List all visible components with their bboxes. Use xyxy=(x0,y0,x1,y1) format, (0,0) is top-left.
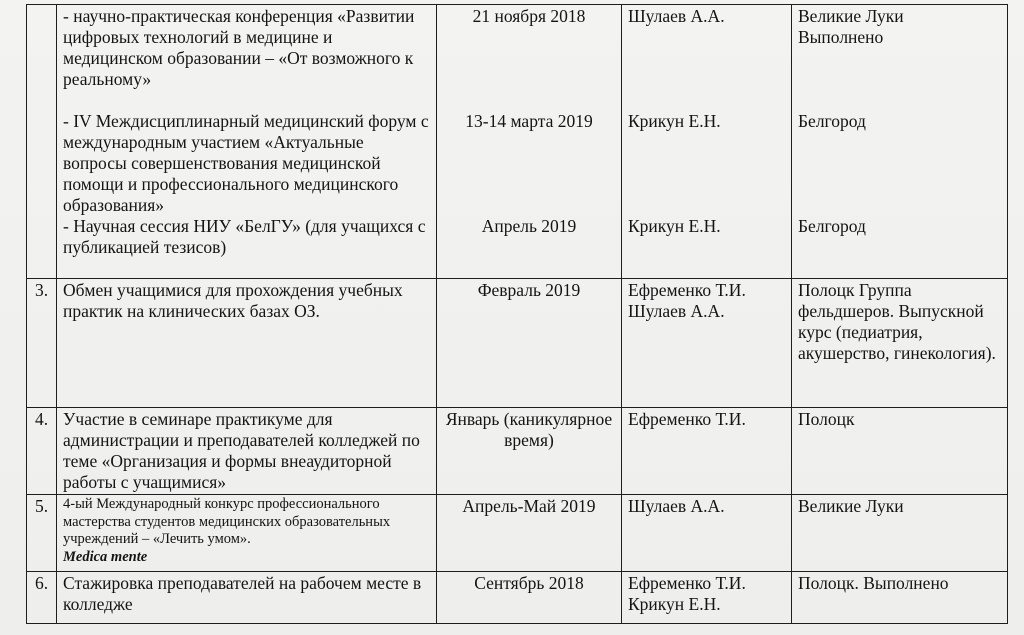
place-text: Белгород xyxy=(798,216,866,236)
event-text: - научно-практическая конференция «Развитии цифровых технологий в медицине и медицинском образовании – «От возможного к реальному» xyxy=(63,6,415,89)
row-number: 5. xyxy=(27,495,57,572)
date-text: 13-14 марта 2019 xyxy=(465,111,593,131)
event-cell: Обмен учащимися для прохождения учебных практик на клинических базах ОЗ. xyxy=(57,279,437,408)
place-cell: Полоцк. Выполнено xyxy=(792,572,1008,624)
table-row xyxy=(27,572,1008,624)
events-table xyxy=(26,4,1008,624)
responsible-text: Ефременко Т.И. xyxy=(628,280,746,300)
table-row xyxy=(27,495,1008,572)
date-text: Апрель 2019 xyxy=(481,216,577,236)
responsible-cell xyxy=(622,572,792,624)
responsible-text: Шулаев А.А. xyxy=(628,496,725,516)
responsible-text: Крикун Е.Н. xyxy=(628,594,721,614)
responsible-text: Крикун Е.Н. xyxy=(628,111,721,131)
row-number: 4. xyxy=(27,408,57,495)
event-cell: Стажировка преподавателей на рабочем месте в колледже xyxy=(57,572,437,624)
date-cell: Февраль 2019 xyxy=(437,279,622,408)
row-number xyxy=(27,5,57,279)
row-number: 3. xyxy=(27,279,57,408)
place-text: Великие Луки xyxy=(798,6,904,26)
date-cell: Январь (каникулярное время) xyxy=(437,408,622,495)
responsible-text: Ефременко Т.И. xyxy=(628,409,746,429)
date-text: 21 ноября 2018 xyxy=(472,6,586,26)
date-cell: Апрель-Май 2019 xyxy=(437,495,622,572)
place-cell: Полоцк xyxy=(792,408,1008,495)
date-cell xyxy=(437,5,622,279)
event-emphasis: Medica mente xyxy=(63,548,148,565)
event-text: 4-ый Международный конкурс профессионального мастерства студентов медицинских образовательных учреждений – «Лечить умом». xyxy=(63,496,391,547)
table-row xyxy=(27,5,1008,279)
responsible-cell xyxy=(622,5,792,279)
responsible-cell xyxy=(622,408,792,495)
responsible-cell xyxy=(622,279,792,408)
place-text: Белгород xyxy=(798,111,866,131)
row-number: 6. xyxy=(27,572,57,624)
responsible-cell xyxy=(622,495,792,572)
event-text: - IV Междисциплинарный медицинский форум с международным участием «Актуальные вопросы совершенствования медицинской помощи и профессионального медицинского образования» xyxy=(63,111,429,215)
place-cell: Великие Луки xyxy=(792,495,1008,572)
table-row xyxy=(27,408,1008,495)
place-cell: Полоцк Группа фельдшеров. Выпускной курс (педиатрия, акушерство, гинекология). xyxy=(792,279,1008,408)
responsible-text: Ефременко Т.И. xyxy=(628,573,746,593)
responsible-text: Шулаев А.А. xyxy=(628,301,725,321)
event-cell: Участие в семинаре практикуме для администрации и преподавателей колледжей по теме «Организация и формы внеаудиторной работы с учащимися» xyxy=(57,408,437,495)
table-row xyxy=(27,279,1008,408)
date-cell: Сентябрь 2018 xyxy=(437,572,622,624)
responsible-text: Шулаев А.А. xyxy=(628,6,725,26)
status-text: Выполнено xyxy=(798,27,884,47)
place-cell xyxy=(792,5,1008,279)
event-text: - Научная сессия НИУ «БелГУ» (для учащихся с публикацией тезисов) xyxy=(63,216,426,257)
responsible-text: Крикун Е.Н. xyxy=(628,216,721,236)
event-cell xyxy=(57,495,437,572)
event-cell xyxy=(57,5,437,279)
